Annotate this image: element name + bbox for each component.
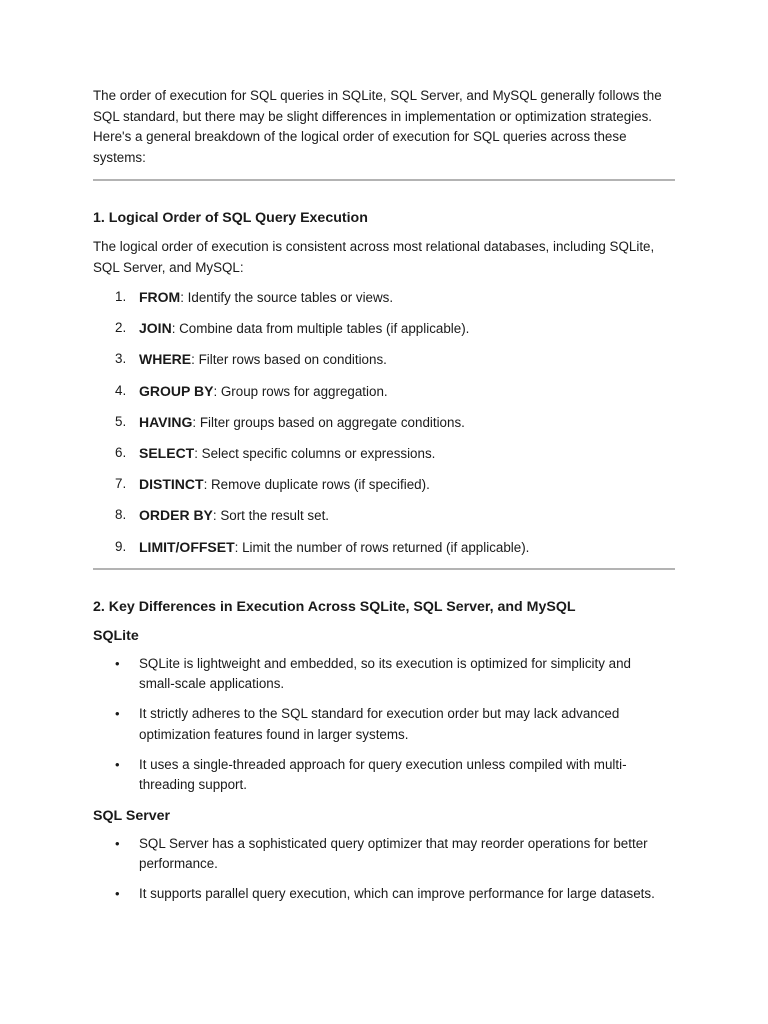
sqlite-bullet-list [93,654,675,796]
keyword: GROUP BY [139,382,214,399]
intro-paragraph: The order of execution for SQL queries in SQLite, SQL Server, and MySQL generally follows the SQL standard, but there may be slight differences in implementation or optimization strategies. Here's a general breakdown of the logical order of execution for SQL queries across these systems: [93,88,662,165]
execution-order-list [93,287,675,558]
sql-server-heading: SQL Server [93,807,171,824]
bullet-glyph: • [115,756,120,772]
list-item: 6. SELECT: Select specific columns or expressions. [115,444,436,461]
list-item: • SQLite is lightweight and embedded, so its execution is optimized for simplicity and small-scale applications. [115,655,631,692]
section-1-intro: The logical order of execution is consistent across most relational databases, including SQLite, SQL Server, and MySQL: [93,239,655,275]
section-2-heading: 2. Key Differences in Execution Across SQLite, SQL Server, and MySQL [93,598,576,615]
list-item: • SQL Server has a sophisticated query optimizer that may reorder operations for better performance. [115,835,648,872]
list-item: 8. ORDER BY: Sort the result set. [115,507,330,524]
bullet-glyph: • [115,706,120,722]
bullet-glyph: • [115,655,120,671]
keyword: SELECT [139,444,195,461]
list-item: 7. DISTINCT: Remove duplicate rows (if specified). [115,476,430,493]
list-item: 1. FROM: Identify the source tables or views. [115,289,394,305]
keyword: WHERE [139,351,192,368]
list-item: • It supports parallel query execution, which can improve performance for large datasets. [93,884,669,905]
bullet-glyph: • [115,835,120,851]
section-1-heading: 1. Logical Order of SQL Query Execution [93,210,368,226]
bullet-glyph: • [115,886,120,902]
keyword: ORDER BY [139,507,213,524]
list-item: 4. GROUP BY: Group rows for aggregation. [115,382,388,399]
keyword: JOIN [139,320,172,337]
list-item: 5. HAVING: Filter groups based on aggregate conditions. [115,413,465,430]
list-item: 2. JOIN: Combine data from multiple tables (if applicable). [115,320,470,337]
section-divider [93,179,675,181]
sqlite-heading: SQLite [93,627,139,644]
list-item: • It strictly adheres to the SQL standard for execution order but may lack advanced optimization features found in larger systems. [115,706,620,742]
keyword: DISTINCT [139,476,204,493]
list-item: 9. LIMIT/OFFSET: Limit the number of rows returned (if applicable). [115,538,530,555]
keyword: HAVING [139,413,193,430]
section-divider [93,568,675,570]
keyword: FROM [139,289,181,305]
list-item: 3. WHERE: Filter rows based on conditions. [115,351,387,368]
sql-server-bullet-list [93,834,675,905]
list-item: • It uses a single-threaded approach for query execution unless compiled with multi-threading support. [115,756,627,793]
keyword: LIMIT/OFFSET [139,538,235,555]
